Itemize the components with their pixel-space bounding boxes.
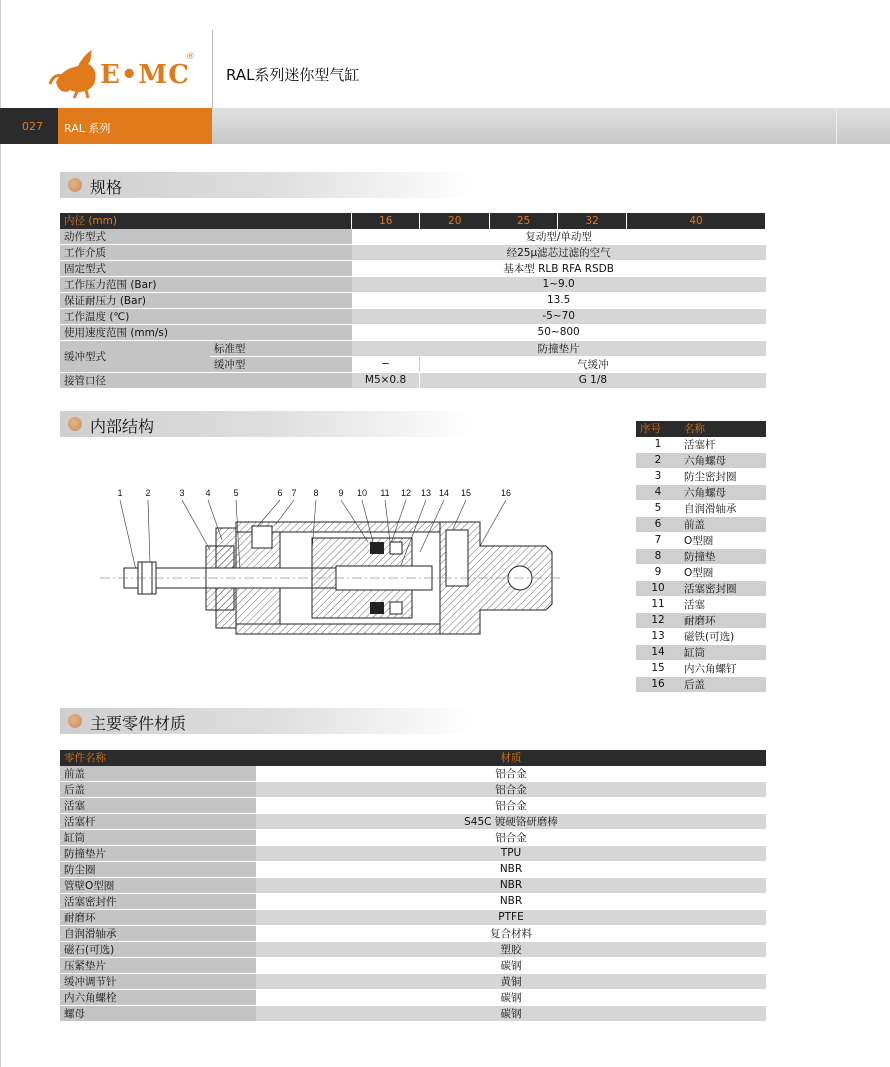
- component-name: 压紧垫片: [60, 957, 256, 973]
- part-number: 4: [636, 484, 680, 500]
- part-name: O型圈: [680, 564, 766, 580]
- table-row: [60, 797, 766, 813]
- cylinder-cross-section-diagram: [100, 480, 560, 640]
- callout-number: 5: [233, 488, 239, 498]
- component-name: 磁石(可选): [60, 941, 256, 957]
- part-number: 6: [636, 516, 680, 532]
- component-material: 塑胶: [256, 941, 766, 957]
- spec-row: [60, 244, 766, 260]
- component-name: 缸筒: [60, 829, 256, 845]
- part-number: 16: [636, 676, 680, 692]
- table-row: [60, 845, 766, 861]
- bore-32: 32: [558, 213, 627, 229]
- component-name: 活塞杆: [60, 813, 256, 829]
- part-name: 后盖: [680, 676, 766, 692]
- series-label: RAL 系列: [64, 122, 111, 135]
- materials-header-material: 材质: [256, 750, 766, 766]
- table-row: [60, 766, 766, 782]
- spec-label: 固定型式: [60, 260, 352, 276]
- part-name: 活塞密封圈: [680, 580, 766, 596]
- part-number: 1: [636, 437, 680, 453]
- part-number: 3: [636, 468, 680, 484]
- part-name: 六角螺母: [680, 452, 766, 468]
- callout-number: 10: [356, 488, 368, 498]
- band-divider: [836, 108, 837, 144]
- bore-25: 25: [490, 213, 558, 229]
- component-material: TPU: [256, 845, 766, 861]
- part-number: 7: [636, 532, 680, 548]
- table-row: [60, 893, 766, 909]
- component-name: 防撞垫片: [60, 845, 256, 861]
- component-name: 活塞密封件: [60, 893, 256, 909]
- brand-logo-text: E•MC: [100, 60, 190, 90]
- table-row: [636, 452, 766, 468]
- component-name: 防尘圈: [60, 861, 256, 877]
- cushion-value-rest: 气缓冲: [420, 356, 766, 372]
- port-value-rest: G 1/8: [420, 372, 766, 388]
- registered-mark: ®: [186, 52, 195, 62]
- spec-row-port: [60, 372, 766, 388]
- table-row: [636, 484, 766, 500]
- callout-leader-line: [276, 500, 294, 524]
- component-material: PTFE: [256, 909, 766, 925]
- callout-number: 2: [145, 488, 151, 498]
- callout-number: 6: [277, 488, 283, 498]
- bullet-icon: [68, 417, 82, 431]
- part-name: 前盖: [680, 516, 766, 532]
- table-row: [60, 957, 766, 973]
- callout-number: 14: [438, 488, 450, 498]
- materials-header-part: 零件名称: [60, 750, 256, 766]
- part-name: 活塞: [680, 596, 766, 612]
- section-heading-structure: [60, 411, 475, 437]
- part-name: 六角螺母: [680, 484, 766, 500]
- callout-number: 3: [179, 488, 185, 498]
- materials-header-row: [60, 750, 766, 766]
- component-material: S45C 镀硬铬研磨棒: [256, 813, 766, 829]
- callout-number: 15: [460, 488, 472, 498]
- table-row: [636, 516, 766, 532]
- spec-header-label: 内径 (mm): [60, 213, 352, 229]
- table-row: [636, 644, 766, 660]
- table-row: [636, 564, 766, 580]
- component-material: 碳钢: [256, 1005, 766, 1021]
- part-name: 内六角螺钉: [680, 660, 766, 676]
- component-name: 缓冲调节针: [60, 973, 256, 989]
- table-row: [60, 813, 766, 829]
- section-heading-materials: [60, 708, 475, 734]
- parts-list-table: [636, 421, 766, 693]
- spec-row: [60, 292, 766, 308]
- component-material: 铝合金: [256, 766, 766, 782]
- port-value-16: M5×0.8: [352, 372, 420, 388]
- port-label: 接管口径: [60, 372, 352, 388]
- spec-label: 使用速度范围 (mm/s): [60, 324, 352, 340]
- table-row: [60, 941, 766, 957]
- parts-header-row: [636, 421, 766, 437]
- part-name: 防尘密封圈: [680, 468, 766, 484]
- cushion-air-label: 缓冲型: [210, 356, 352, 372]
- component-material: 碳钢: [256, 989, 766, 1005]
- spec-value: 复动型/单动型: [352, 229, 766, 245]
- bullet-icon: [68, 714, 82, 728]
- spec-row: [60, 308, 766, 324]
- callout-number: 13: [420, 488, 432, 498]
- page-title: RAL系列迷你型气缸: [226, 66, 360, 84]
- component-name: 内六角螺栓: [60, 989, 256, 1005]
- table-row: [60, 909, 766, 925]
- spec-label: 工作压力范围 (Bar): [60, 276, 352, 292]
- cushion-standard-value: 防撞垫片: [352, 340, 766, 356]
- component-name: 自润滑轴承: [60, 925, 256, 941]
- cushion-standard-label: 标准型: [210, 340, 352, 356]
- spec-row: [60, 229, 766, 245]
- component-name: 活塞: [60, 797, 256, 813]
- component-material: 铝合金: [256, 829, 766, 845]
- table-row: [636, 500, 766, 516]
- table-row: [636, 437, 766, 453]
- callout-leader-line: [480, 500, 506, 546]
- table-row: [636, 580, 766, 596]
- part-name: 耐磨环: [680, 612, 766, 628]
- spec-value: 13.5: [352, 292, 766, 308]
- component-material: NBR: [256, 893, 766, 909]
- bore-16: 16: [352, 213, 420, 229]
- table-row: [60, 829, 766, 845]
- component-material: NBR: [256, 877, 766, 893]
- parts-header-name: 名称: [680, 421, 766, 437]
- cushion-value-16: −: [352, 356, 420, 372]
- spec-value: 1~9.0: [352, 276, 766, 292]
- part-number: 10: [636, 580, 680, 596]
- table-row: [60, 925, 766, 941]
- callout-leader-line: [148, 500, 150, 564]
- callout-number: 7: [291, 488, 297, 498]
- spec-label: 保证耐压力 (Bar): [60, 292, 352, 308]
- section-heading-spec: [60, 172, 475, 198]
- part-number: 8: [636, 548, 680, 564]
- spec-label: 工作介质: [60, 244, 352, 260]
- callout-number: 4: [205, 488, 211, 498]
- table-row: [60, 1005, 766, 1021]
- table-row: [636, 676, 766, 692]
- spec-value: -5~70: [352, 308, 766, 324]
- component-name: 后盖: [60, 781, 256, 797]
- part-number: 14: [636, 644, 680, 660]
- spec-header-row: [60, 213, 766, 229]
- callout-number: 16: [500, 488, 512, 498]
- cushion-label: 缓冲型式: [60, 340, 210, 372]
- spec-label: 工作温度 (℃): [60, 308, 352, 324]
- materials-table: [60, 750, 766, 1022]
- table-row: [636, 596, 766, 612]
- section-title: 主要零件材质: [90, 714, 187, 733]
- table-row: [636, 548, 766, 564]
- bore-20: 20: [420, 213, 490, 229]
- part-name: 防撞垫: [680, 548, 766, 564]
- spec-row-cushion-standard: [60, 340, 766, 356]
- component-material: 铝合金: [256, 781, 766, 797]
- component-material: 碳钢: [256, 957, 766, 973]
- spec-value: 基本型 RLB RFA RSDB: [352, 260, 766, 276]
- spec-row: [60, 276, 766, 292]
- bullet-icon: [68, 178, 82, 192]
- component-material: 复合材料: [256, 925, 766, 941]
- spec-table: [60, 213, 766, 389]
- table-row: [60, 973, 766, 989]
- component-material: 黄铜: [256, 973, 766, 989]
- table-row: [636, 532, 766, 548]
- part-number: 5: [636, 500, 680, 516]
- part-name: 缸筒: [680, 644, 766, 660]
- table-row: [636, 612, 766, 628]
- table-row: [636, 628, 766, 644]
- part-name: 活塞杆: [680, 437, 766, 453]
- part-name: O型圈: [680, 532, 766, 548]
- part-number: 9: [636, 564, 680, 580]
- spec-label: 动作型式: [60, 229, 352, 245]
- table-row: [636, 660, 766, 676]
- bore-40: 40: [627, 213, 766, 229]
- part-number: 11: [636, 596, 680, 612]
- table-row: [60, 989, 766, 1005]
- table-row: [60, 781, 766, 797]
- callout-number: 12: [400, 488, 412, 498]
- section-title: 内部结构: [90, 417, 155, 436]
- spec-value: 经25μ滤芯过滤的空气: [352, 244, 766, 260]
- part-number: 2: [636, 452, 680, 468]
- spec-row: [60, 260, 766, 276]
- component-material: NBR: [256, 861, 766, 877]
- page-number: 027: [22, 120, 43, 133]
- part-number: 13: [636, 628, 680, 644]
- component-name: 耐磨环: [60, 909, 256, 925]
- table-row: [60, 877, 766, 893]
- spec-value: 50~800: [352, 324, 766, 340]
- table-row: [636, 468, 766, 484]
- parts-header-no: 序号: [636, 421, 680, 437]
- callout-number: 1: [117, 488, 123, 498]
- callout-leader-line: [120, 500, 136, 570]
- part-name: 自润滑轴承: [680, 500, 766, 516]
- callout-leader-line: [385, 500, 390, 542]
- callout-leader-line: [182, 500, 210, 550]
- part-number: 12: [636, 612, 680, 628]
- callout-number: 9: [338, 488, 344, 498]
- part-name: 磁铁(可选): [680, 628, 766, 644]
- component-material: 铝合金: [256, 797, 766, 813]
- callout-number: 8: [313, 488, 319, 498]
- table-row: [60, 861, 766, 877]
- callout-number: 11: [380, 488, 390, 498]
- component-name: 管壁O型圈: [60, 877, 256, 893]
- part-number: 15: [636, 660, 680, 676]
- component-name: 前盖: [60, 766, 256, 782]
- spec-row: [60, 324, 766, 340]
- component-name: 螺母: [60, 1005, 256, 1021]
- section-title: 规格: [90, 178, 123, 197]
